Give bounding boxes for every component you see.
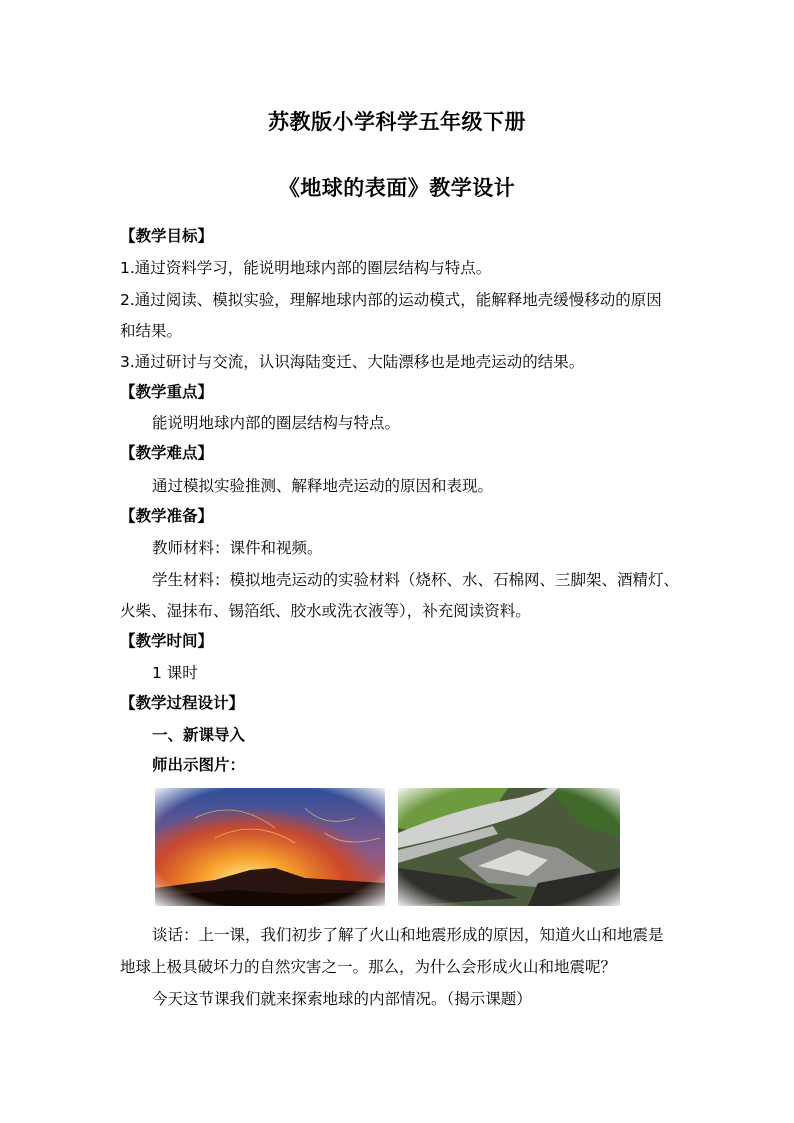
goal-item: 2.通过阅读、模拟实验，理解地球内部的运动模式，能解释地壳缓慢移动的原因 [120, 291, 662, 309]
talk-paragraph-continuation: 地球上极具破坏力的自然灾害之一。那么，为什么会形成火山和地震呢？ [120, 958, 617, 976]
process-heading: 【教学过程设计】 [120, 694, 245, 712]
goal-item: 3.通过研讨与交流，认识海陆变迁、大陆漂移也是地壳运动的结果。 [120, 353, 585, 371]
doc-title-line2: 《地球的表面》教学设计 [278, 176, 516, 200]
step-heading: 一、新课导入 [152, 726, 246, 744]
prep-student-continuation: 火柴、湿抹布、锡箔纸、胶水或洗衣液等），补充阅读资料。 [120, 602, 531, 620]
doc-title-line1: 苏教版小学科学五年级下册 [268, 110, 526, 134]
talk-reveal-topic: 今天这节课我们就来探索地球的内部情况。（揭示课题） [152, 990, 532, 1008]
time-heading: 【教学时间】 [120, 632, 214, 650]
difficulty-text: 通过模拟实验推测、解释地壳运动的原因和表现。 [152, 477, 494, 495]
goal-item-continuation: 和结果。 [120, 322, 183, 340]
goals-heading: 【教学目标】 [120, 227, 214, 245]
show-pictures-label: 师出示图片： [152, 756, 246, 774]
earthquake-image [398, 788, 620, 906]
prep-teacher: 教师材料：课件和视频。 [152, 539, 323, 557]
time-text: 1 课时 [152, 664, 198, 682]
difficulty-heading: 【教学难点】 [120, 444, 214, 462]
volcano-image [155, 788, 385, 906]
prep-heading: 【教学准备】 [120, 507, 214, 525]
prep-student: 学生材料：模拟地壳运动的实验材料（烧杯、水、石棉网、三脚架、酒精灯、 [152, 571, 680, 589]
key-text: 能说明地球内部的圈层结构与特点。 [152, 414, 401, 432]
talk-paragraph: 谈话：上一课，我们初步了解了火山和地震形成的原因，知道火山和地震是 [152, 926, 664, 944]
key-heading: 【教学重点】 [120, 383, 214, 401]
goal-item: 1.通过资料学习，能说明地球内部的圈层结构与特点。 [120, 259, 492, 277]
